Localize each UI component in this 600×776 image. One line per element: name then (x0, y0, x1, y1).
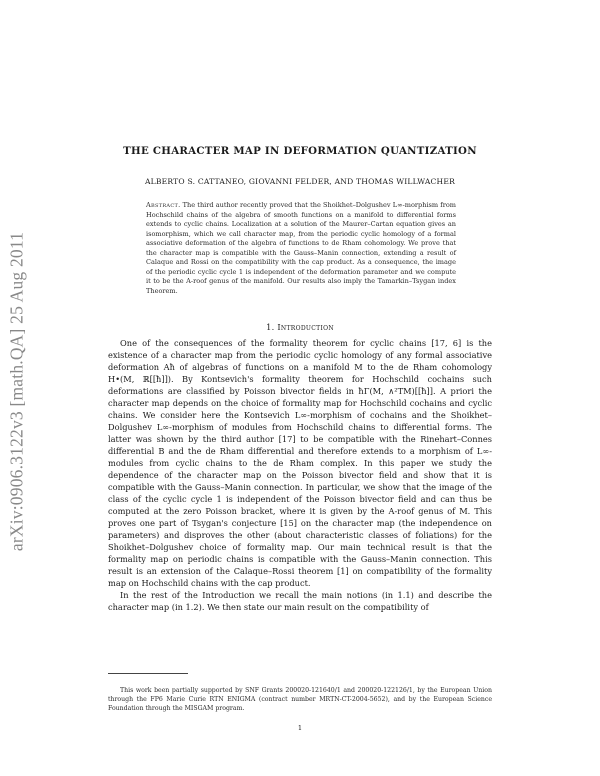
paper-title: THE CHARACTER MAP IN DEFORMATION QUANTIZATION (123, 145, 477, 157)
introduction-body (108, 337, 492, 613)
footnote-divider (108, 673, 188, 674)
paper-authors: ALBERTO S. CATTANEO, GIOVANNI FELDER, AND THOMAS WILLWACHER (144, 177, 456, 186)
abstract-label: Abstract. (146, 201, 181, 209)
footnote-text: This work been partially supported by SNF Grants 200020-121640/1 and 200020-122126/1, by the European Union through the FP6 Marie Curie RTN ENIGMA (contract number MRTN-CT-2004-5652), and by the European Science Foundation through the MISGAM program. (108, 687, 492, 713)
abstract (146, 201, 456, 296)
body-paragraph: In the rest of the Introduction we recall the main notions (in 1.1) and describe the character map (in 1.2). We then state our main result on the compatibility of (108, 590, 492, 612)
body-paragraph: One of the consequences of the formality theorem for cyclic chains [17, 6] is the existence of a character map from the periodic cyclic homology of any formal associative deformation Aħ of algebras of functions on a manifold M to the de Rham cohomology H•(M, ℝ[[ħ]]). By Kontsevich's formality theorem for Hochschild cochains such deformations are classified by Poisson bivector fields in ħΓ(M, ∧²TM)[[ħ]]. A priori the character map depends on the choice of formality map for Hochschild cochains and cyclic chains. We consider here the Kontsevich L∞-morphism of cochains and the Shoikhet–Dolgushev L∞-morphism of modules from Hochschild chains to differential forms. The latter was shown by the third author [17] to be compatible with the Rinehart–Connes differential B and the de Rham differential and therefore extends to a morphism of L∞-modules from cyclic chains to the de Rham complex. In this paper we study the dependence of the character map on the Poisson bivector field and show that it is compatible with the Gauss–Manin connection. In particular, we show that the image of the class of the cyclic cycle 1 is independent of the Poisson bivector field and can thus be computed at the zero Poisson bracket, where it is given by the A-roof genus of M. This proves one part of Tsygan's conjecture [15] on the character map (the independence on parameters) and disproves the other (about characteristic classes of foliations) for the Shoikhet–Dolgushev choice of formality map. Our main technical result is that the formality map on periodic chains is compatible with the Gauss–Manin connection. This result is an extension of the Calaque–Rossi theorem [1] on compatibility of the formality map on Hochschild chains with the cap product. (108, 338, 492, 588)
abstract-text: The third author recently proved that the Shoikhet–Dolgushev L∞-morphism from Hochschild chains of the algebra of smooth functions on a manifold to differential forms extends to cyclic chains. Localization at a solution of the Maurer–Cartan equation gives an isomorphism, which we call character map, from the periodic cyclic homology of a formal associative deformation of the algebra of functions to de Rham cohomology. We prove that the character map is compatible with the Gauss–Manin connection, extending a result of Calaque and Rossi on the compatibility with the cap product. As a consequence, the image of the periodic cyclic cycle 1 is independent of the deformation parameter and we compute it to be the A-roof genus of the manifold. Our results also imply the Tamarkin–Tsygan index Theorem. (146, 201, 456, 295)
arxiv-identifier: arXiv:0906.3122v3 [math.QA] 25 Aug 2011 (6, 231, 27, 552)
arxiv-sidebar-stamp (2, 182, 32, 602)
page-number: 1 (297, 724, 303, 732)
section-heading-introduction: 1. Introduction (266, 322, 334, 332)
funding-footnote (108, 686, 492, 714)
